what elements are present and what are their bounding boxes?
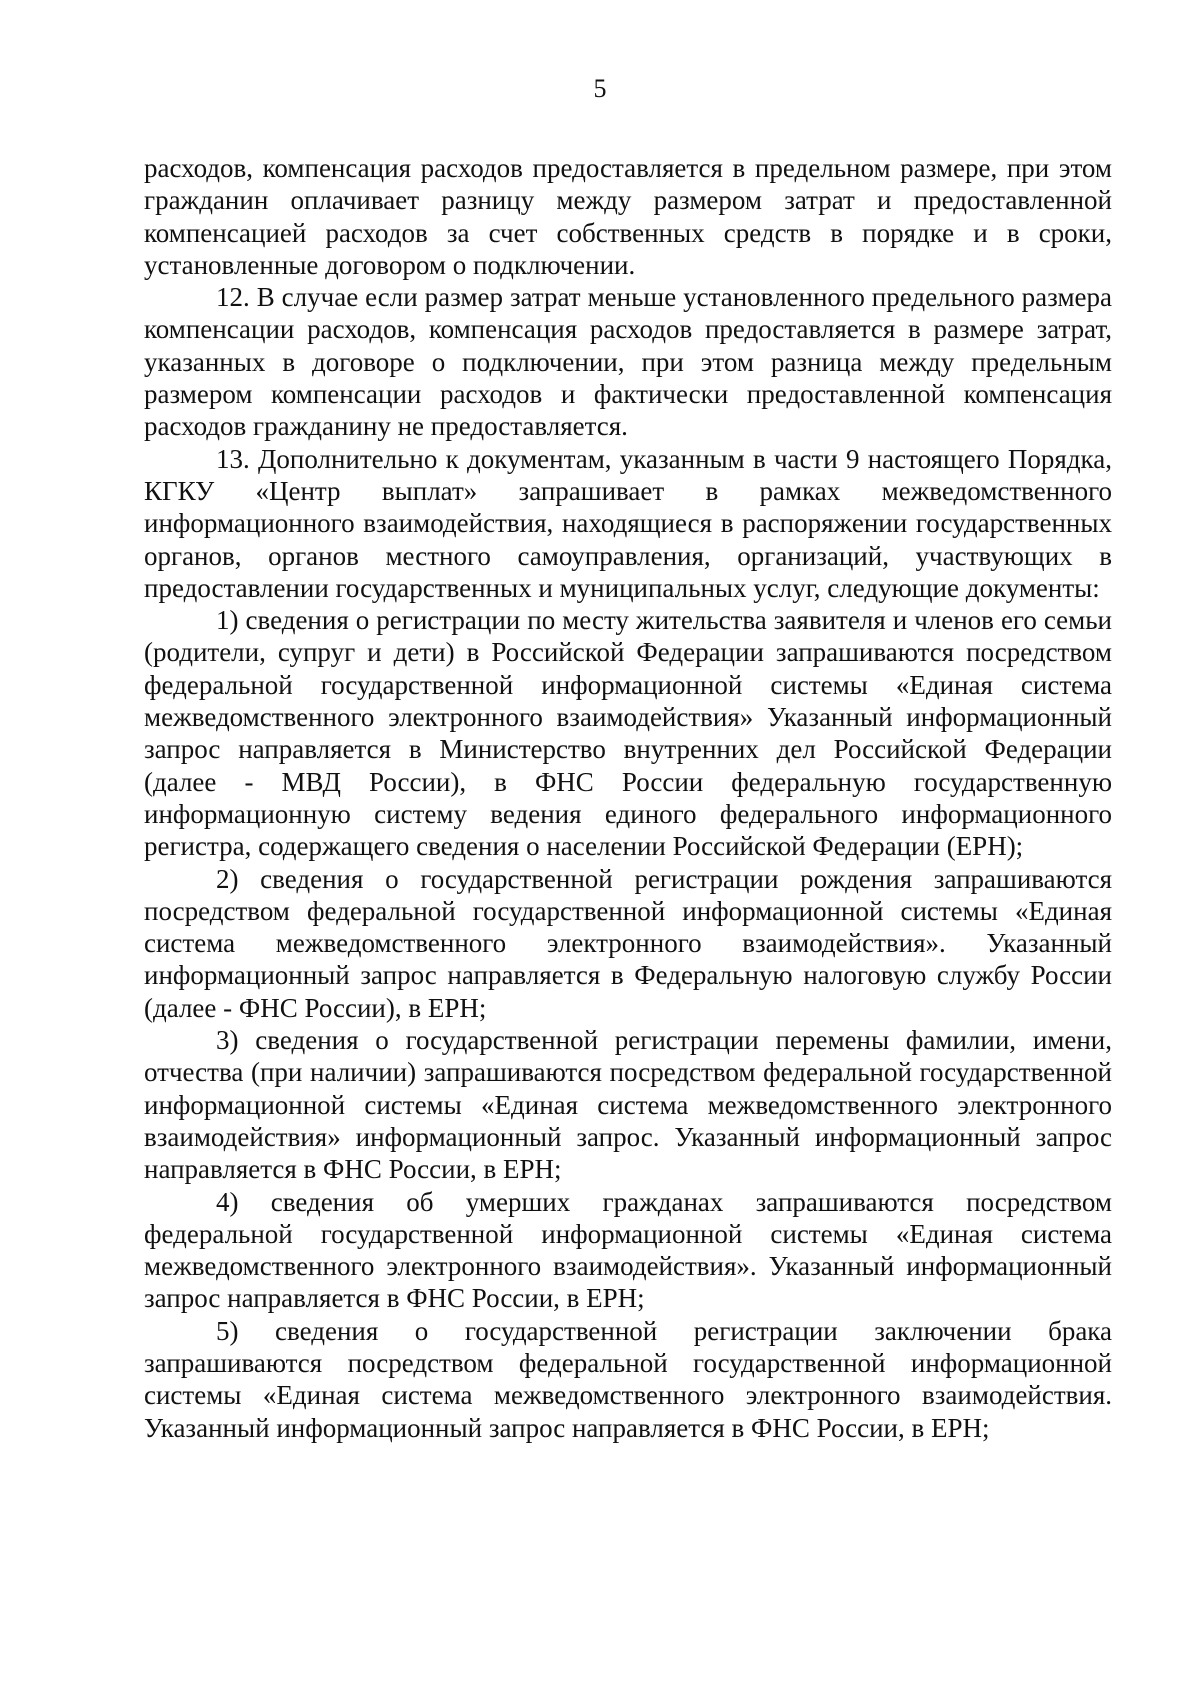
paragraph-item-12: 12. В случае если размер затрат меньше установленного предельного размера компенсации расходов, компенсация расходов предоставляется в размере затрат, указанных в договоре о подключении, при этом разница между предельным размером компенсации расходов и фактически предоставленной компенсация расходов гражданину не предоставляется. [144, 282, 1112, 442]
paragraph-item-13: 13. Дополнительно к документам, указанным в части 9 настоящего Порядка, КГКУ «Центр выплат» запрашивает в рамках межведомственного информационного взаимодействия, находящиеся в распоряжении государственных органов, органов местного самоуправления, организаций, участвующих в предоставлении государственных и муниципальных услуг, следующие документы: [144, 443, 1112, 603]
list-item-1: 1) сведения о регистрации по месту жительства заявителя и членов его семьи (родители, супруг и дети) в Российской Федерации запрашиваются посредством федеральной государственной информационной системы «Единая система межведомственного электронного взаимодействия» Указанный информационный запрос направляется в Министерство внутренних дел Российской Федерации (далее - МВД России), в ФНС России федеральную государственную информационную систему ведения единого федерального информационного регистра, содержащего сведения о населении Российской Федерации (ЕРН); [144, 605, 1112, 862]
list-item-4: 4) сведения об умерших гражданах запрашиваются посредством федеральной государственной информационной системы «Единая система межведомственного электронного взаимодействия». Указанный информационный запрос направляется в ФНС России, в ЕРН; [144, 1186, 1112, 1314]
paragraph-continuation: расходов, компенсация расходов предоставляется в предельном размере, при этом гражданин оплачивает разницу между размером затрат и предоставленной компенсацией расходов за счет собственных средств в порядке и в сроки, установленные договором о подключении. [144, 153, 1112, 280]
list-item-5: 5) сведения о государственной регистрации заключении брака запрашиваются посредством федеральной государственной информационной системы «Единая система межведомственного электронного взаимодействия. Указанный информационный запрос направляется в ФНС России, в ЕРН; [144, 1315, 1112, 1443]
page-number: 5 [593, 74, 607, 103]
list-item-2: 2) сведения о государственной регистрации рождения запрашиваются посредством федеральной государственной информационной системы «Единая система межведомственного электронного взаимодействия». Указанный информационный запрос направляется в Федеральную налоговую службу России (далее - ФНС России), в ЕРН; [144, 863, 1112, 1023]
document-body [144, 152, 1112, 1444]
list-item-3: 3) сведения о государственной регистрации перемены фамилии, имени, отчества (при наличии) запрашиваются посредством федеральной государственной информационной системы «Единая система межведомственного электронного взаимодействия» информационный запрос. Указанный информационный запрос направляется в ФНС России, в ЕРН; [144, 1025, 1112, 1185]
